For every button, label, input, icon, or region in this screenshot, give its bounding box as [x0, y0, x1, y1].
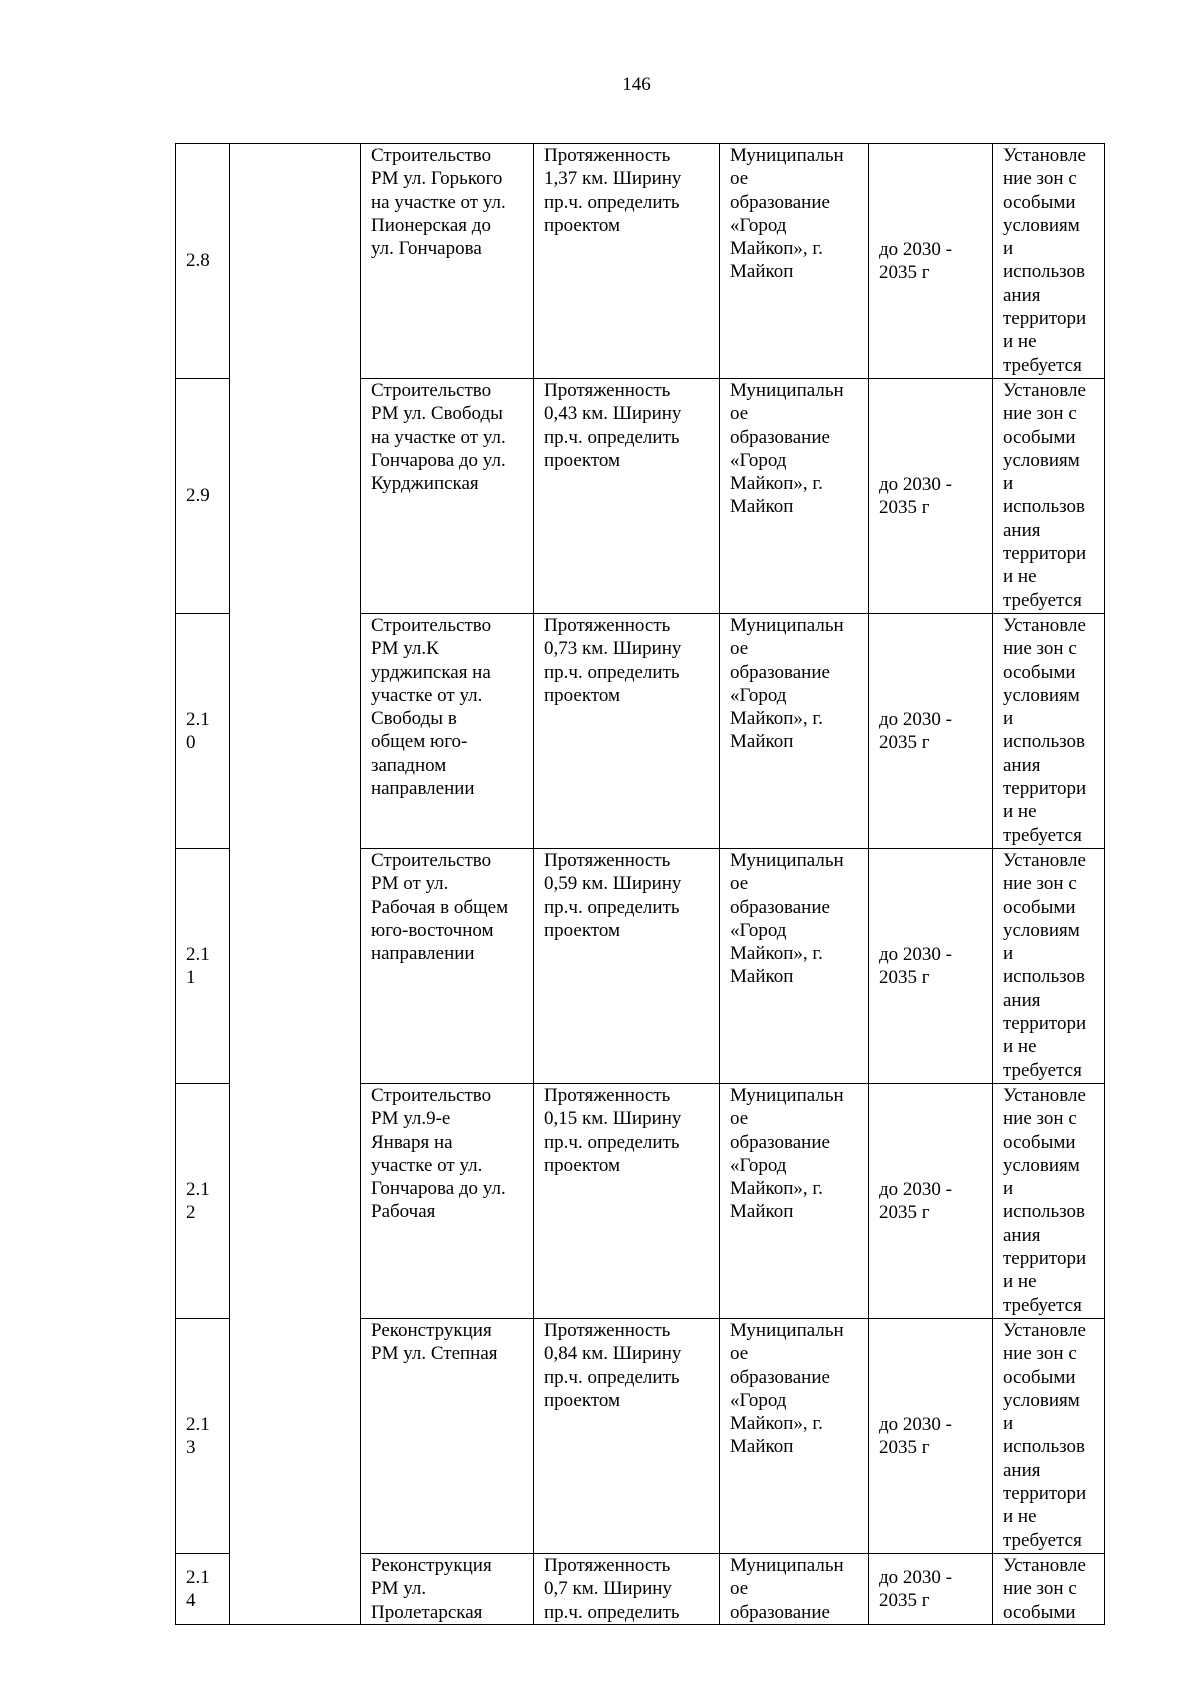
row-number-cell — [176, 1084, 230, 1319]
object-name-cell — [361, 144, 534, 379]
special-zones-note: Установле ние зон с особыми условиям и использов ания территори и не требуется — [1003, 615, 1087, 846]
row-number: 2.8 — [186, 250, 210, 272]
implementation-term-cell — [869, 1554, 993, 1625]
implementation-term: до 2030 - 2035 г — [879, 1566, 952, 1611]
object-name: Строительство РМ ул.К урджипская на участке от ул. Свободы в общем юго- западном направлении — [371, 615, 492, 800]
implementation-term-cell — [869, 849, 993, 1084]
row-number: 2.9 — [186, 485, 210, 507]
row-number: 2.1 2 — [186, 1178, 210, 1223]
special-zones-note: Установле ние зон с особыми условиям и использов ания территори и не требуется — [1003, 850, 1087, 1081]
object-name-cell — [361, 1084, 534, 1319]
object-location: Муниципальн ое образование «Город Майкоп», г. Майкоп — [730, 1320, 844, 1458]
row-number: 2.1 0 — [186, 708, 210, 753]
object-name-cell — [361, 614, 534, 849]
object-characteristics: Протяженность 0,73 км. Ширину пр.ч. определить проектом — [544, 615, 682, 706]
object-name-cell — [361, 849, 534, 1084]
special-zones-note-cell — [993, 1554, 1105, 1625]
row-number: 2.1 1 — [186, 943, 210, 988]
object-location-cell — [720, 379, 869, 614]
row-number-cell — [176, 1554, 230, 1625]
implementation-term-cell — [869, 1084, 993, 1319]
special-zones-note-cell — [993, 614, 1105, 849]
object-name: Реконструкция РМ ул. Пролетарская — [371, 1555, 492, 1623]
object-location: Муниципальн ое образование «Город Майкоп», г. Майкоп — [730, 615, 844, 753]
object-location: Муниципальн ое образование «Город Майкоп», г. Майкоп — [730, 850, 844, 988]
object-characteristics-cell — [534, 849, 720, 1084]
object-characteristics: Протяженность 0,84 км. Ширину пр.ч. определить проектом — [544, 1320, 682, 1411]
row-number: 2.1 4 — [186, 1566, 210, 1611]
special-zones-note: Установле ние зон с особыми условиям и использов ания территори и не требуется — [1003, 380, 1087, 611]
implementation-term-cell — [869, 379, 993, 614]
row-number-cell — [176, 1319, 230, 1554]
object-name-cell — [361, 1554, 534, 1625]
planned-objects-table — [175, 143, 1105, 1625]
merged-empty-cell — [230, 144, 361, 1625]
object-location-cell — [720, 144, 869, 379]
special-zones-note-cell — [993, 379, 1105, 614]
object-characteristics-cell — [534, 1319, 720, 1554]
object-name: Строительство РМ ул. Горького на участке от ул. Пионерская до ул. Гончарова — [371, 145, 506, 260]
table-body — [176, 144, 1105, 1625]
special-zones-note-cell — [993, 144, 1105, 379]
table-row — [176, 144, 1105, 379]
special-zones-note-cell — [993, 1084, 1105, 1319]
object-location-cell — [720, 614, 869, 849]
object-characteristics-cell — [534, 614, 720, 849]
object-characteristics: Протяженность 1,37 км. Ширину пр.ч. определить проектом — [544, 145, 682, 236]
object-location: Муниципальн ое образование — [730, 1555, 844, 1623]
object-characteristics-cell — [534, 379, 720, 614]
object-location-cell — [720, 1554, 869, 1625]
row-number-cell — [176, 144, 230, 379]
row-number: 2.1 3 — [186, 1413, 210, 1458]
special-zones-note: Установле ние зон с особыми условиям и использов ания территори и не требуется — [1003, 1085, 1087, 1316]
object-characteristics: Протяженность 0,7 км. Ширину пр.ч. определить — [544, 1555, 680, 1623]
implementation-term: до 2030 - 2035 г — [879, 1178, 952, 1223]
object-location: Муниципальн ое образование «Город Майкоп», г. Майкоп — [730, 145, 844, 283]
object-name: Строительство РМ ул. Свободы на участке от ул. Гончарова до ул. Курджипская — [371, 380, 506, 495]
implementation-term-cell — [869, 144, 993, 379]
implementation-term: до 2030 - 2035 г — [879, 473, 952, 518]
special-zones-note: Установле ние зон с особыми условиям и использов ания территори и не требуется — [1003, 1320, 1087, 1551]
implementation-term: до 2030 - 2035 г — [879, 708, 952, 753]
page-number: 146 — [622, 74, 651, 95]
object-characteristics: Протяженность 0,59 км. Ширину пр.ч. определить проектом — [544, 850, 682, 941]
object-characteristics: Протяженность 0,15 км. Ширину пр.ч. определить проектом — [544, 1085, 682, 1176]
object-characteristics-cell — [534, 1554, 720, 1625]
special-zones-note-cell — [993, 849, 1105, 1084]
object-location-cell — [720, 1319, 869, 1554]
object-location-cell — [720, 1084, 869, 1319]
object-characteristics-cell — [534, 144, 720, 379]
object-location: Муниципальн ое образование «Город Майкоп», г. Майкоп — [730, 380, 844, 518]
object-name: Строительство РМ от ул. Рабочая в общем юго-восточном направлении — [371, 850, 509, 965]
row-number-cell — [176, 849, 230, 1084]
object-name-cell — [361, 379, 534, 614]
implementation-term: до 2030 - 2035 г — [879, 238, 952, 283]
object-characteristics: Протяженность 0,43 км. Ширину пр.ч. определить проектом — [544, 380, 682, 471]
object-characteristics-cell — [534, 1084, 720, 1319]
implementation-term: до 2030 - 2035 г — [879, 1413, 952, 1458]
object-name: Строительство РМ ул.9-е Января на участке от ул. Гончарова до ул. Рабочая — [371, 1085, 506, 1223]
implementation-term-cell — [869, 614, 993, 849]
row-number-cell — [176, 614, 230, 849]
object-location: Муниципальн ое образование «Город Майкоп», г. Майкоп — [730, 1085, 844, 1223]
object-location-cell — [720, 849, 869, 1084]
special-zones-note: Установле ние зон с особыми — [1003, 1555, 1086, 1623]
special-zones-note: Установле ние зон с особыми условиям и использов ания территори и не требуется — [1003, 145, 1087, 376]
implementation-term-cell — [869, 1319, 993, 1554]
row-number-cell — [176, 379, 230, 614]
implementation-term: до 2030 - 2035 г — [879, 943, 952, 988]
object-name: Реконструкция РМ ул. Степная — [371, 1320, 498, 1365]
special-zones-note-cell — [993, 1319, 1105, 1554]
object-name-cell — [361, 1319, 534, 1554]
